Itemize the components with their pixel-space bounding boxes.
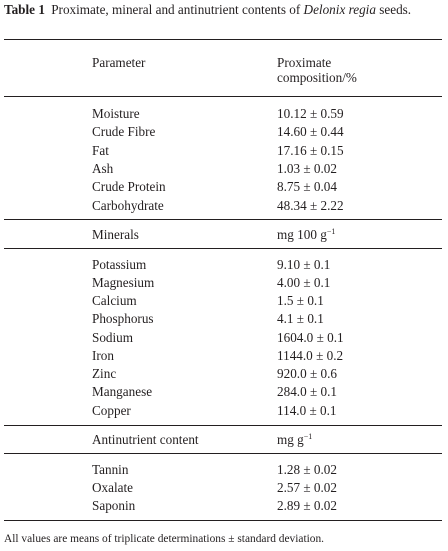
row-value: 14.60 ± 0.44: [277, 124, 344, 139]
row-label: Sodium: [92, 330, 134, 345]
row-label: Magnesium: [92, 275, 155, 290]
row-label: Crude Fibre: [92, 124, 156, 139]
row-label: Potassium: [92, 257, 147, 272]
row-value: 284.0 ± 0.1: [277, 384, 337, 399]
header-composition: composition/%: [277, 70, 357, 85]
row-value: 4.1 ± 0.1: [277, 311, 324, 326]
row-label: Copper: [92, 403, 131, 418]
row-value: 1.5 ± 0.1: [277, 293, 324, 308]
row-value: 1.03 ± 0.02: [277, 161, 337, 176]
row-label: Oxalate: [92, 480, 134, 495]
row-label: Ash: [92, 161, 114, 176]
row-value: 114.0 ± 0.1: [277, 403, 337, 418]
row-value: 1144.0 ± 0.2: [277, 348, 344, 363]
antinutrient-label: Antinutrient content: [92, 432, 199, 447]
caption-text-end: seeds.: [375, 2, 412, 17]
row-value: 17.16 ± 0.15: [277, 143, 344, 158]
header-proximate: Proximate: [277, 55, 332, 70]
section-rule: [4, 453, 442, 454]
row-value: 48.34 ± 2.22: [277, 198, 344, 213]
header-rule: [4, 96, 442, 97]
row-label: Phosphorus: [92, 311, 154, 326]
minerals-label: Minerals: [92, 227, 139, 242]
table-footnote: All values are means of triplicate determinations ± standard deviation.: [4, 533, 325, 545]
row-value: 1.28 ± 0.02: [277, 462, 337, 477]
row-value: 1604.0 ± 0.1: [277, 330, 344, 345]
table-caption: [4, 2, 444, 18]
row-label: Crude Protein: [92, 179, 166, 194]
row-label: Iron: [92, 348, 114, 363]
row-label: Manganese: [92, 384, 153, 399]
bottom-rule: [4, 520, 442, 521]
row-label: Calcium: [92, 293, 137, 308]
row-value: 920.0 ± 0.6: [277, 366, 337, 381]
section-rule: [4, 248, 442, 249]
antinutrient-unit: mg $g^{-1}$: [277, 432, 313, 447]
header-parameter: Parameter: [92, 55, 146, 70]
caption-text: Proximate, mineral and antinutrient contents of: [51, 2, 304, 17]
table-label: Table 1: [4, 2, 45, 17]
row-label: Fat: [92, 143, 109, 158]
minerals-unit: mg 100 $g^{-1}$: [277, 227, 336, 242]
row-label: Moisture: [92, 106, 140, 121]
row-value: 10.12 ± 0.59: [277, 106, 344, 121]
row-label: Tannin: [92, 462, 129, 477]
row-label: Saponin: [92, 498, 136, 513]
section-rule: [4, 425, 442, 426]
row-value: 2.57 ± 0.02: [277, 480, 337, 495]
top-rule: [4, 39, 442, 40]
row-label: Carbohydrate: [92, 198, 164, 213]
row-value: 9.10 ± 0.1: [277, 257, 331, 272]
caption-species: Delonix regia: [303, 2, 376, 17]
row-label: Zinc: [92, 366, 117, 381]
row-value: 8.75 ± 0.04: [277, 179, 337, 194]
section-rule: [4, 219, 442, 220]
row-value: 2.89 ± 0.02: [277, 498, 337, 513]
row-value: 4.00 ± 0.1: [277, 275, 331, 290]
